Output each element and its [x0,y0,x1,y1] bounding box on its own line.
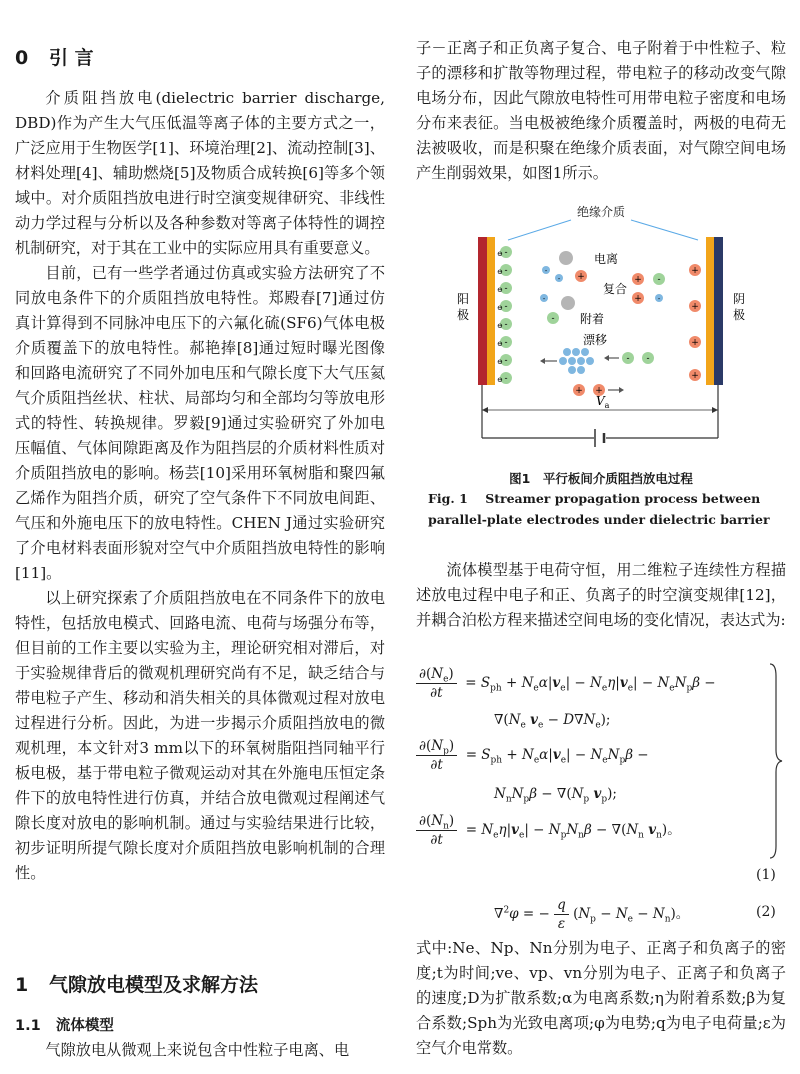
cathode-positive-charges [689,264,701,381]
svg-text:-: - [504,356,508,366]
cathode-dielectric [706,237,714,385]
svg-text:+: + [691,338,699,348]
svg-text:⊖: ⊖ [497,322,503,330]
equation-1-number: (1) [756,867,776,883]
svg-text:⊖: ⊖ [497,250,503,258]
svg-text:⊖: ⊖ [497,286,503,294]
paragraph-where-wrap [416,936,786,1061]
eq1-line5: $\frac{\partial(N_n)}{\partial t}$ = $N_e\eta|v_e| - N_pN_n\beta - \nabla(N_n$ $v_n$)。 [416,812,681,849]
drift-process [540,333,654,396]
paragraph-model-start: 气隙放电从微观上来说包含中性粒子电离、电 [45,1041,350,1059]
svg-text:⊖: ⊖ [497,376,503,384]
paragraph-where: 式中:Ne、Np、Nn分别为电子、正离子和负离子的密度;t为时间;ve、vp、vn分别为电子、正离子和负离子的速度;D为扩散系数;α为电离系数;η为附着系数;β为复合系数;Sph为光致电离项;φ为电势;q为电子电荷量;ε为空气介电常数。 [416,939,786,1057]
paragraph-intro-1: 介质阻挡放电(dielectric barrier discharge, DBD)作为产生大气压低温等离子体的主要方式之一，广泛应用于生物医学[1]、环境治理[2]、流动控制[3]、材料处理[4]、辅助燃烧[5]及物质合成转换[6]等多个领域中。对介质阻挡放电进行时空演变规律研究、非线性动力学过程与分析以及各种参数对等离子体特性的调控机制研究，对于其在工业中的实际应用具有重要意义。 [15,89,385,257]
svg-text:+: + [575,386,583,396]
label-recombination: 复合 [603,282,628,296]
label-anode [457,292,469,322]
svg-text:-: - [504,266,508,276]
subsection-1-1-heading: 1.1 流体模型 [15,1018,114,1034]
figure-1-diagram [416,200,786,470]
section-1-body [15,1038,385,1063]
paragraph-fluid-model-wrap [416,558,786,633]
dielectric-pointer-left [508,220,571,240]
svg-text:+: + [691,371,699,381]
cathode-plate [714,237,723,385]
label-attachment: 附着 [580,312,605,326]
label-ionization: 电离 [594,252,619,266]
svg-text:-: - [657,295,661,303]
label-drift: 漂移 [583,333,608,347]
attachment-process [540,294,604,326]
figure-caption-en-text: Streamer propagation process between parallel-plate electrodes under dielectric barrier [428,491,770,527]
svg-text:-: - [646,354,650,364]
svg-text:-: - [542,295,546,303]
svg-text:-: - [557,275,561,283]
eq2-line: ∇$^2$φ = − $\frac{q}{\varepsilon}$ $(N_p - N_e - N_n)$。 [494,897,690,932]
svg-text:-: - [544,267,548,275]
svg-text:⊖: ⊖ [497,340,503,348]
equation-brace [768,662,784,860]
svg-text:+: + [577,272,585,282]
external-circuit [482,385,718,447]
figure-caption-en [428,488,778,530]
anode-char-2: 极 [456,308,470,322]
svg-text:-: - [504,338,508,348]
paragraph-intro-3: 以上研究探索了介质阻挡放电在不同条件下的放电特性，包括放电模式、回路电流、电荷与场强分布等，但目前的工作主要以实验为主，理论研究相对滞后，对于实验规律背后的微观机理研究尚有不足，缺乏结合与带电粒子产生、移动和消失相关的具体微观过程对放电过程进行分析。因此，为进一步揭示介质阻挡放电的微观机理，本文针对3 mm以下的环氧树脂阻挡同轴平行板电极，基于带电粒子微观运动对其在外施电压恒定条件下的放电特性进行仿真，并结合放电微观过程阐述气隙长度对放电的影响机制。通过与实验结果进行比较，初步证明所提气隙长度对介质阻挡放电影响机制的合理性。 [15,589,385,882]
svg-text:+: + [634,275,642,285]
figure-caption-en-label: Fig. 1 [428,491,468,506]
anode-char-1: 阳 [456,292,470,306]
electron-cluster [559,348,594,374]
svg-text:-: - [504,374,508,384]
svg-text:-: - [504,248,508,258]
svg-text:⊖: ⊖ [497,268,503,276]
svg-text:-: - [504,320,508,330]
eq1-line3: $\frac{\partial(N_p)}{\partial t}$ = $S_{ph} + N_e\alpha|v_e| - N_eN_p\beta$ − [416,737,649,774]
label-cathode [733,292,745,322]
paragraph-fluid-model: 流体模型基于电荷守恒，用二维粒子连续性方程描述放电过程中电子和正、负离子的时空演变规律[12]，并耦合泊松方程来描述空间电场的变化情况，表达式为: [416,561,786,629]
ionization-process [542,251,618,283]
svg-text:⊖: ⊖ [497,304,503,312]
svg-text:+: + [634,294,642,304]
dielectric-pointer-right [631,220,698,240]
svg-text:-: - [551,314,555,324]
anode-negative-charges [497,246,512,384]
label-voltage: $V_a$ [596,394,610,410]
svg-text:⊖: ⊖ [497,358,503,366]
paragraph-intro-2: 目前，已有一些学者通过仿真或实验方法研究了不同放电条件下的介质阻挡放电特性。郑殿春[7]通过仿真计算得到不同脉冲电压下的六氟化硫(SF6)气体电极介质覆盖下的放电特性。郝艳捧[8]通过短时曝光图像和回路电流研究了不同外加电压和气隙长度下大气压氦气介质阻挡丝状、柱状、局部均匀和全部均匀等放电形式的特性、转换规律。罗毅[9]通过实验研究了外加电压幅值、气体间隙距离及作为阻挡层的介质材料性质对介质阻挡放电的影响。杨芸[10]采用环氧树脂和聚四氟乙烯作为阻挡介质，研究了空气条件下不同放电间距、气压和外施电压下的放电特性。CHEN J通过实验研究了介电材料表面形貌对空气中介质阻挡放电特性的影响[11]。 [15,264,385,582]
anode-dielectric [487,237,495,385]
svg-text:-: - [504,284,508,294]
eq1-line2: $\nabla(N_e$ $v_e - D\nabla N_e$); [494,712,611,731]
svg-text:+: + [691,266,699,276]
section-0-heading: 0 引 言 [15,47,94,69]
svg-text:+: + [595,386,603,396]
label-dielectric: 绝缘介质 [576,205,626,219]
paragraph-continued-wrap [416,36,786,186]
eq1-line4: $N_nN_p\beta - \nabla(N_p$ $v_p$); [494,786,617,805]
figure-1 [416,200,786,470]
cathode-char-2: 极 [732,308,746,322]
eq1-line1: $\frac{\partial(N_e)}{\partial t}$ = $S_{ph} + N_e\alpha|v_e| - N_e\eta|v_e| - N_eN_p\beta$ − [416,665,716,702]
cathode-char-1: 阴 [732,292,746,306]
svg-text:-: - [657,275,661,285]
svg-text:-: - [626,354,630,364]
section-0-body [15,86,385,886]
figure-caption-cn: 图1 平行板间介质阻挡放电过程 [509,471,693,486]
equation-2-number: (2) [756,904,776,920]
svg-text:+: + [691,302,699,312]
svg-text:-: - [504,302,508,312]
paragraph-continued: 子－正离子和正负离子复合、电子附着于中性粒子、粒子的漂移和扩散等物理过程，带电粒子的移动改变气隙电场分布，因此气隙放电特性可用带电粒子密度和电场分布来表征。当电极被绝缘介质覆盖时，两极的电荷无法被吸收，而是积聚在绝缘介质表面，对气隙空间电场产生削弱效果，如图1所示。 [416,39,786,182]
section-1-heading: 1 气隙放电模型及求解方法 [15,974,259,996]
recombination-process [603,273,665,304]
anode-plate [478,237,487,385]
